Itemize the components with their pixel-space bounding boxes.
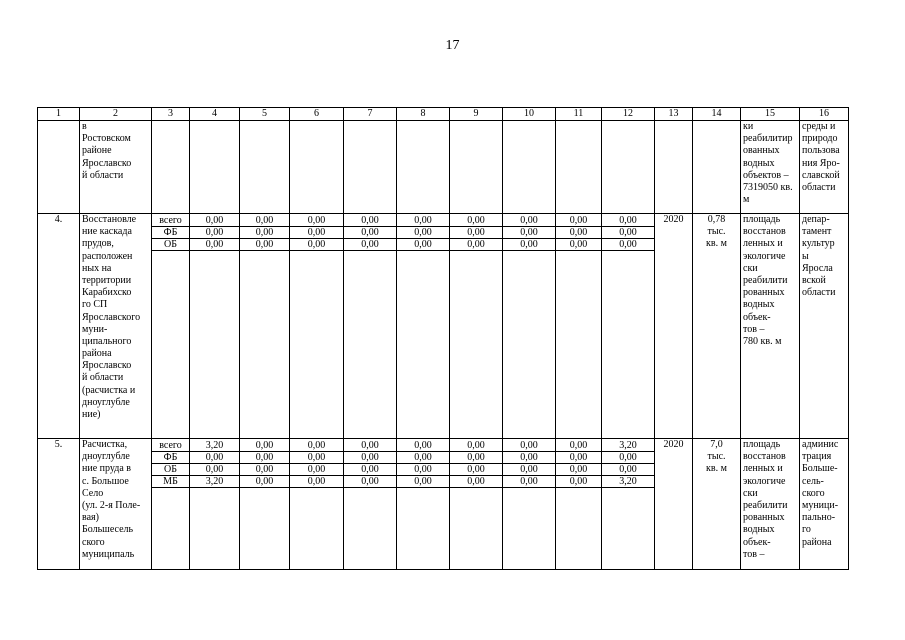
- continuation-result-cell: ки реабилитир ованных водных объектов – 7319050 кв. м: [741, 121, 800, 214]
- amount-cell: 0,00: [240, 452, 290, 464]
- amount-cell: 3,20: [190, 476, 240, 488]
- table-row: [38, 439, 849, 452]
- column-number: 5: [240, 108, 290, 121]
- amount-cell: 0,00: [240, 439, 290, 452]
- amount-cell: 0,00: [190, 464, 240, 476]
- amount-cell: 0,00: [190, 239, 240, 251]
- amount-cell: 0,00: [397, 476, 450, 488]
- amount-cell: 0,00: [190, 214, 240, 227]
- amount-cell: 0,00: [450, 214, 503, 227]
- column-number: 13: [655, 108, 693, 121]
- amount-cell: 0,00: [556, 439, 602, 452]
- row-number-cell: 4.: [38, 214, 80, 439]
- row-number-cell: 5.: [38, 439, 80, 570]
- amount-cell: 0,00: [344, 439, 397, 452]
- funding-source-cell: ФБ: [152, 227, 190, 239]
- amount-cell: 0,00: [602, 239, 655, 251]
- amount-cell: 0,00: [397, 464, 450, 476]
- amount-cell: 0,00: [290, 439, 344, 452]
- amount-cell: 0,00: [556, 239, 602, 251]
- column-number: 16: [800, 108, 849, 121]
- column-number-row: [38, 108, 849, 121]
- amount-cell: 0,00: [344, 214, 397, 227]
- result-cell: площадь восстанов ленных и экологиче ски реабилити рованных водных объек- тов – 780 кв. м: [741, 214, 800, 439]
- amount-cell: 0,00: [397, 239, 450, 251]
- amount-cell: 3,20: [190, 439, 240, 452]
- column-number: 15: [741, 108, 800, 121]
- funding-source-cell: ОБ: [152, 464, 190, 476]
- amount-cell: 0,00: [556, 227, 602, 239]
- amount-cell: 0,00: [344, 452, 397, 464]
- amount-cell: 0,00: [290, 476, 344, 488]
- amount-cell: 0,00: [450, 452, 503, 464]
- amount-cell: 0,00: [190, 452, 240, 464]
- column-number: 7: [344, 108, 397, 121]
- year-cell: 2020: [655, 214, 693, 439]
- amount-cell: 0,00: [503, 464, 556, 476]
- amount-cell: 0,00: [503, 227, 556, 239]
- funding-source-cell: ФБ: [152, 452, 190, 464]
- amount-cell: 0,00: [190, 227, 240, 239]
- column-number: 6: [290, 108, 344, 121]
- column-number: 3: [152, 108, 190, 121]
- event-name-cell: Восстановле ние каскада прудов, расположен ных на территории Карабихско го СП Ярославского муни- ципального района Ярославско й области (расчистка и дноуглубле ние): [80, 214, 152, 439]
- funding-source-cell: ОБ: [152, 239, 190, 251]
- amount-cell: 0,00: [240, 214, 290, 227]
- amount-cell: 0,00: [602, 214, 655, 227]
- column-number: 11: [556, 108, 602, 121]
- executor-cell: админис трация Больше- сель- ского муници- пально- го района: [800, 439, 849, 570]
- amount-cell: 0,00: [503, 452, 556, 464]
- program-table: [37, 107, 849, 570]
- funding-source-cell: всего: [152, 439, 190, 452]
- amount-cell: 0,00: [344, 227, 397, 239]
- column-number: 2: [80, 108, 152, 121]
- amount-cell: 3,20: [602, 439, 655, 452]
- amount-cell: 0,00: [397, 214, 450, 227]
- amount-cell: 0,00: [602, 452, 655, 464]
- column-number: 10: [503, 108, 556, 121]
- amount-cell: 0,00: [290, 452, 344, 464]
- continuation-row: [38, 121, 849, 214]
- amount-cell: 0,00: [240, 464, 290, 476]
- amount-cell: 0,00: [450, 464, 503, 476]
- continuation-executor-cell: среды и природо пользова ния Яро- славской области: [800, 121, 849, 214]
- amount-cell: 0,00: [240, 476, 290, 488]
- amount-cell: 0,00: [344, 464, 397, 476]
- amount-cell: 0,00: [450, 227, 503, 239]
- amount-cell: 0,00: [290, 239, 344, 251]
- amount-cell: 0,00: [503, 476, 556, 488]
- amount-cell: 0,00: [240, 239, 290, 251]
- column-number: 9: [450, 108, 503, 121]
- page-number: 17: [445, 38, 460, 53]
- column-number: 1: [38, 108, 80, 121]
- amount-cell: 0,00: [556, 464, 602, 476]
- amount-cell: 0,00: [450, 439, 503, 452]
- amount-cell: 0,00: [397, 227, 450, 239]
- amount-cell: 0,00: [290, 227, 344, 239]
- table-row: [38, 214, 849, 227]
- amount-cell: 0,00: [503, 239, 556, 251]
- amount-cell: 0,00: [503, 214, 556, 227]
- result-cell: площадь восстанов ленных и экологиче ски реабилити рованных водных объек- тов –: [741, 439, 800, 570]
- amount-cell: 0,00: [240, 227, 290, 239]
- event-name-cell: Расчистка, дноуглубле ние пруда в с. Большое Село (ул. 2-я Поле- вая) Большесель ского муниципаль: [80, 439, 152, 570]
- amount-cell: 0,00: [397, 439, 450, 452]
- amount-cell: 0,00: [344, 476, 397, 488]
- amount-cell: 0,00: [290, 214, 344, 227]
- amount-cell: 0,00: [556, 214, 602, 227]
- column-number: 8: [397, 108, 450, 121]
- year-cell: 2020: [655, 439, 693, 570]
- column-number: 14: [693, 108, 741, 121]
- column-number: 4: [190, 108, 240, 121]
- amount-cell: 0,00: [450, 239, 503, 251]
- funding-source-cell: всего: [152, 214, 190, 227]
- funding-source-cell: МБ: [152, 476, 190, 488]
- amount-cell: 0,00: [290, 464, 344, 476]
- amount-cell: 0,00: [503, 439, 556, 452]
- indicator-cell: 0,78 тыс. кв. м: [693, 214, 741, 439]
- amount-cell: 0,00: [602, 227, 655, 239]
- amount-cell: 0,00: [450, 476, 503, 488]
- amount-cell: 0,00: [556, 452, 602, 464]
- executor-cell: депар- тамент культур ы Яросла вской области: [800, 214, 849, 439]
- amount-cell: 0,00: [556, 476, 602, 488]
- amount-cell: 3,20: [602, 476, 655, 488]
- amount-cell: 0,00: [344, 239, 397, 251]
- continuation-name-cell: в Ростовском районе Ярославско й области: [80, 121, 152, 214]
- amount-cell: 0,00: [602, 464, 655, 476]
- column-number: 12: [602, 108, 655, 121]
- indicator-cell: 7,0 тыс. кв. м: [693, 439, 741, 570]
- amount-cell: 0,00: [397, 452, 450, 464]
